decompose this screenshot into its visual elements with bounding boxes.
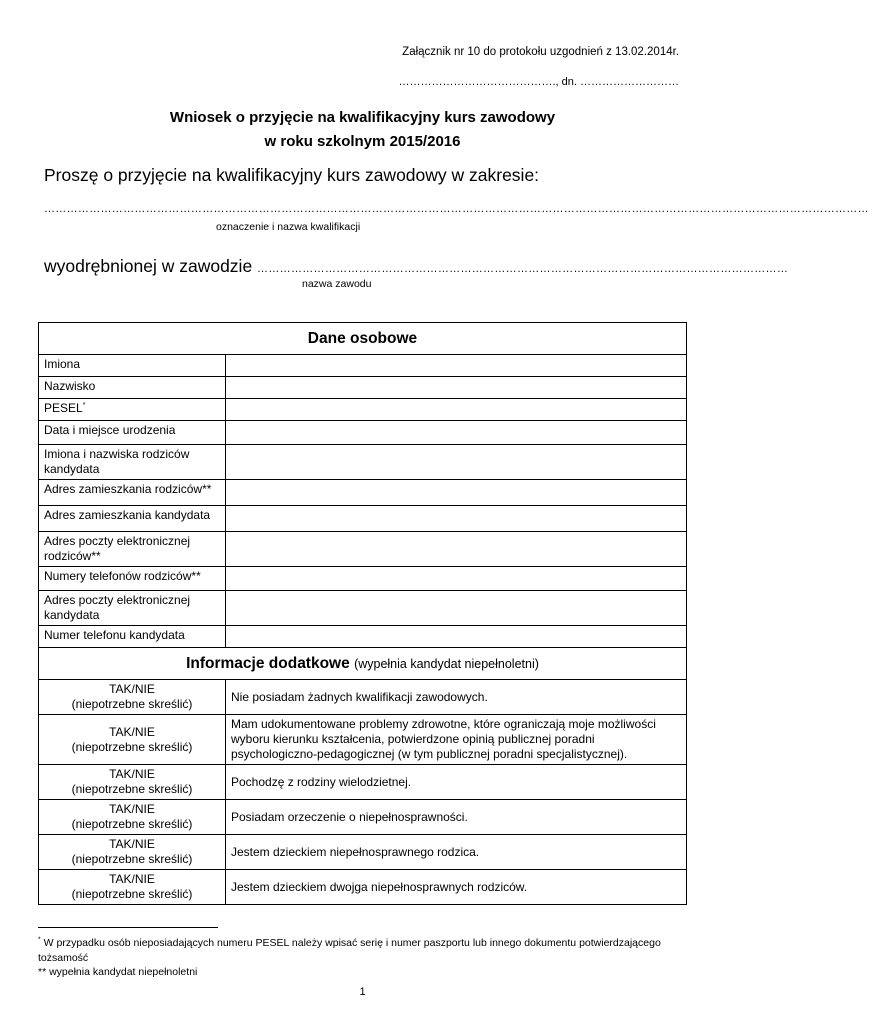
occupation-field[interactable]: …………………………………………………………………………………………………………………………… — [257, 263, 789, 275]
field-value-input[interactable] — [226, 506, 687, 532]
footnote-divider — [38, 927, 218, 928]
yes-no-choice[interactable]: TAK/NIE (niepotrzebne skreślić) — [39, 765, 226, 800]
field-value-input[interactable] — [226, 445, 687, 480]
field-value-input[interactable] — [226, 567, 687, 591]
field-label: Nazwisko — [39, 377, 226, 399]
field-label: Adres zamieszkania rodziców** — [39, 480, 226, 506]
statement-row — [39, 835, 687, 870]
personal-row — [39, 399, 687, 421]
statement-text: Pochodzę z rodziny wielodzietnej. — [226, 765, 687, 800]
personal-row — [39, 445, 687, 480]
title-line-1: Wniosek o przyjęcie na kwalifikacyjny kurs zawodowy — [169, 109, 556, 126]
field-value-input[interactable] — [226, 377, 687, 399]
field-label: PESEL* — [39, 399, 226, 421]
yes-no-choice[interactable]: TAK/NIE (niepotrzebne skreślić) — [39, 680, 226, 715]
additional-heading-row — [39, 648, 687, 680]
occupation-line — [44, 256, 789, 277]
statement-row — [39, 870, 687, 905]
statement-text: Nie posiadam żadnych kwalifikacji zawodowych. — [226, 680, 687, 715]
personal-heading-row — [39, 323, 687, 355]
application-form-table — [38, 322, 687, 905]
field-label: Numer telefonu kandydata — [39, 626, 226, 648]
yes-no-choice[interactable]: TAK/NIE (niepotrzebne skreślić) — [39, 715, 226, 765]
statement-text: Mam udokumentowane problemy zdrowotne, które ograniczają moje możliwości wyboru kierunku kształcenia, potwierdzone opinią publicznej poradni psychologiczno-pedagogicznej (w tym publicznej poradni specjalistycznej). — [226, 715, 687, 765]
field-value-input[interactable] — [226, 421, 687, 445]
qualification-caption: oznaczenie i nazwa kwalifikacji — [216, 221, 361, 233]
footnote-minor: ** wypełnia kandydat niepełnoletni — [38, 966, 198, 978]
personal-row — [39, 567, 687, 591]
field-value-input[interactable] — [226, 626, 687, 648]
occupation-caption: nazwa zawodu — [302, 278, 372, 290]
document-title — [0, 106, 725, 154]
personal-row — [39, 480, 687, 506]
statement-row — [39, 800, 687, 835]
occupation-label: wyodrębnionej w zawodzie — [44, 256, 253, 276]
personal-row — [39, 532, 687, 567]
annex-note: Załącznik nr 10 do protokołu uzgodnień z 13.02.2014r. — [402, 46, 679, 58]
statement-row — [39, 715, 687, 765]
field-label: Numery telefonów rodziców** — [39, 567, 226, 591]
field-label: Imiona i nazwiska rodziców kandydata — [39, 445, 226, 480]
page-number: 1 — [359, 986, 366, 998]
field-value-input[interactable] — [226, 532, 687, 567]
yes-no-choice[interactable]: TAK/NIE (niepotrzebne skreślić) — [39, 800, 226, 835]
yes-no-choice[interactable]: TAK/NIE (niepotrzebne skreślić) — [39, 835, 226, 870]
field-label: Data i miejsce urodzenia — [39, 421, 226, 445]
place-date-line[interactable]: ……………………………………., dn. ……………………… — [398, 76, 679, 88]
field-value-input[interactable] — [226, 480, 687, 506]
field-value-input[interactable] — [226, 591, 687, 626]
personal-row — [39, 355, 687, 377]
yes-no-choice[interactable]: TAK/NIE (niepotrzebne skreślić) — [39, 870, 226, 905]
statement-text: Posiadam orzeczenie o niepełnosprawności. — [226, 800, 687, 835]
footnote-pesel-text: W przypadku osób nieposiadających numeru PESEL należy wpisać serię i numer paszportu lub innego dokumentu potwierdzającego tożsamość — [38, 937, 661, 964]
field-value-input[interactable] — [226, 399, 687, 421]
statement-text: Jestem dzieckiem dwojga niepełnosprawnych rodziców. — [226, 870, 687, 905]
personal-row — [39, 626, 687, 648]
personal-row — [39, 506, 687, 532]
field-label: Adres zamieszkania kandydata — [39, 506, 226, 532]
request-text: Proszę o przyjęcie na kwalifikacyjny kurs zawodowy w zakresie: — [44, 165, 540, 185]
footnote-pesel — [38, 936, 678, 966]
personal-row — [39, 377, 687, 399]
title-line-2: w roku szkolnym 2015/2016 — [264, 133, 461, 150]
personal-row — [39, 421, 687, 445]
qualification-field[interactable]: ………………………………………………………………………………………………………………………………………………………………………………………………… — [44, 203, 869, 215]
field-label: Adres poczty elektronicznej kandydata — [39, 591, 226, 626]
personal-data-heading: Dane osobowe — [39, 323, 687, 355]
field-label: Adres poczty elektronicznej rodziców** — [39, 532, 226, 567]
statement-row — [39, 765, 687, 800]
footnote-mark: * — [38, 936, 41, 944]
field-label: Imiona — [39, 355, 226, 377]
personal-row — [39, 591, 687, 626]
additional-info-heading: Informacje dodatkowe (wypełnia kandydat niepełnoletni) — [39, 648, 687, 680]
statement-row — [39, 680, 687, 715]
field-value-input[interactable] — [226, 355, 687, 377]
statement-text: Jestem dzieckiem niepełnosprawnego rodzica. — [226, 835, 687, 870]
